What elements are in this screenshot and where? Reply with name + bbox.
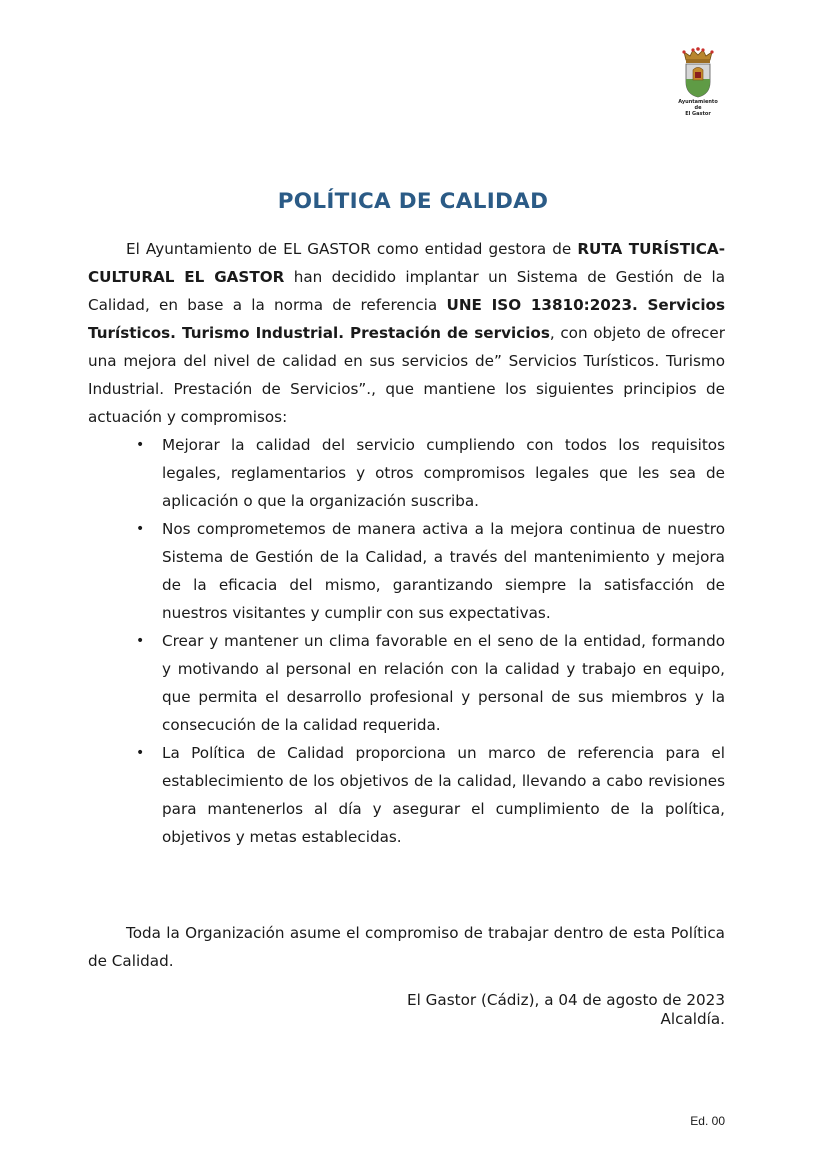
edition-label: Ed. 00 — [690, 1114, 725, 1128]
signature-role: Alcaldía. — [660, 1010, 725, 1028]
page-title: POLÍTICA DE CALIDAD — [277, 189, 549, 214]
logo-caption-line: El Gastor — [685, 111, 711, 117]
place-date: El Gastor (Cádiz), a 04 de agosto de 2023 — [407, 991, 725, 1009]
coat-of-arms-logo — [670, 46, 726, 117]
logo-caption-line: de — [694, 105, 702, 111]
intro-bold-text: RUTA TURÍSTICA-CULTURAL EL GASTOR — [88, 240, 725, 286]
intro-text: , con objeto de ofrecer una mejora del nivel de calidad en sus servicios de” Servicios Turísticos. Turismo Industrial. Prestación de Servicios”., que mantiene los siguientes principios de actuación y compromisos: — [88, 324, 725, 426]
signature-block — [407, 991, 725, 1029]
list-item: • Crear y mantener un clima favorable en el seno de la entidad, formando y motivando al personal en relación con la calidad y trabajo en equipo, que permita el desarrollo profesional y personal de sus miembros y la consecución de la calidad requerida. — [88, 627, 725, 739]
list-item: • Mejorar la calidad del servicio cumpliendo con todos los requisitos legales, reglamentarios y otros compromisos legales que les sea de aplicación o que la organización suscriba. — [88, 431, 725, 515]
list-item: • Nos comprometemos de manera activa a la mejora continua de nuestro Sistema de Gestión de la Calidad, a través del mantenimiento y mejora de la eficacia del mismo, garantizando siempre la satisfacción de nuestros visitantes y cumplir con sus expectativas. — [88, 515, 725, 627]
list-item: • La Política de Calidad proporciona un marco de referencia para el establecimiento de los objetivos de la calidad, llevando a cabo revisiones para mantenerlos al día y asegurar el cumplimiento de la política, objetivos y metas establecidas. — [88, 739, 725, 851]
logo-caption-line: Ayuntamiento — [678, 99, 718, 105]
intro-text: han decidido implantar un Sistema de Gestión de la Calidad, en base a la norma de referencia — [88, 268, 726, 314]
coat-of-arms-icon — [680, 46, 716, 98]
intro-bold-text: UNE ISO 13810:2023. Servicios Turísticos. Turismo Industrial. Prestación de servicios — [88, 296, 726, 342]
intro-text: El Ayuntamiento de EL GASTOR como entidad gestora de — [126, 240, 578, 258]
closing-paragraph: Toda la Organización asume el compromiso de trabajar dentro de esta Política de Calidad. — [88, 924, 725, 971]
intro-paragraph — [88, 235, 725, 431]
document-body — [88, 235, 725, 851]
principles-list — [88, 431, 725, 851]
